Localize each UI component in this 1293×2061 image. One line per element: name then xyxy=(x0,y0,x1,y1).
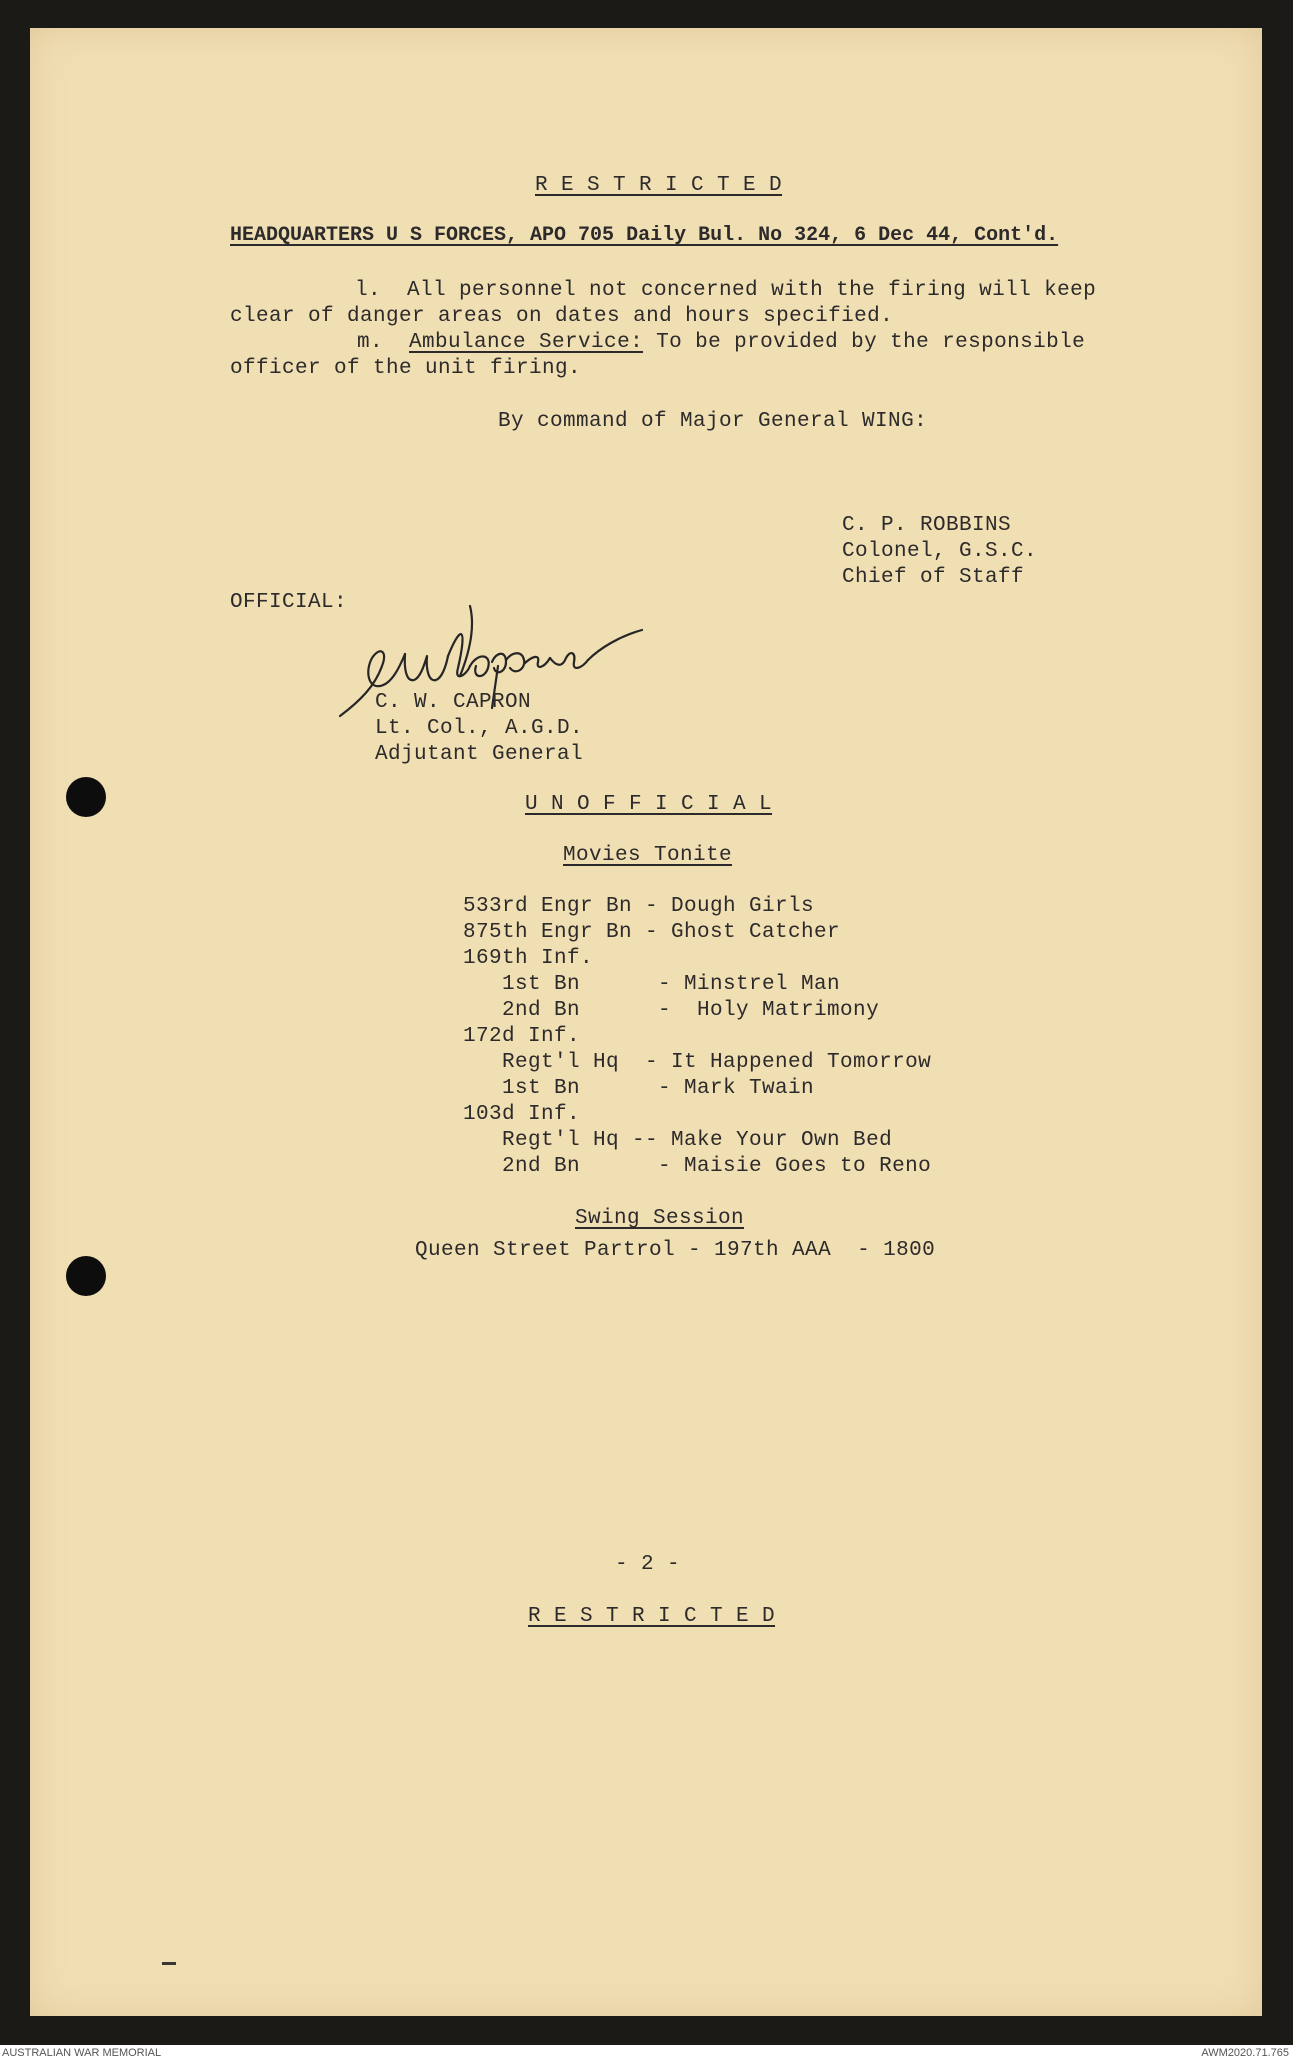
ink-mark xyxy=(162,1962,176,1965)
archive-right-label: AWM2020.71.765 xyxy=(1201,2047,1289,2059)
movie-listing: 2nd Bn - Holy Matrimony xyxy=(463,999,880,1022)
paragraph-m-line-1 xyxy=(357,332,1085,353)
document-page xyxy=(30,28,1262,2016)
unofficial-heading: U N O F F I C I A L xyxy=(525,793,773,816)
official-label: OFFICIAL: xyxy=(230,591,348,614)
official-rank: Lt. Col., A.G.D. xyxy=(375,717,584,740)
official-name: C. W. CAPRON xyxy=(375,691,532,714)
paragraph-m-prefix: m. xyxy=(357,331,384,354)
movie-listing: 533rd Engr Bn - Dough Girls xyxy=(463,895,815,918)
paragraph-l-line-2: clear of danger areas on dates and hours specified. xyxy=(230,305,894,328)
paragraph-m-line-2: officer of the unit firing. xyxy=(230,357,582,380)
swing-session-line: Queen Street Partrol - 197th AAA - 1800 xyxy=(415,1239,936,1262)
ambulance-service-title: Ambulance Service: xyxy=(409,331,644,354)
archive-left-label: AUSTRALIAN WAR MEMORIAL xyxy=(2,2047,162,2059)
movie-listing: Regt'l Hq -- Make Your Own Bed xyxy=(463,1129,893,1152)
command-line: By command of Major General WING: xyxy=(498,410,928,433)
punch-hole-upper xyxy=(66,777,106,817)
signer-title: Chief of Staff xyxy=(842,566,1025,589)
movies-heading: Movies Tonite xyxy=(563,844,733,867)
movie-listing: 1st Bn - Mark Twain xyxy=(463,1077,815,1100)
movie-listing: 1st Bn - Minstrel Man xyxy=(463,973,841,996)
document-heading: HEADQUARTERS U S FORCES, APO 705 Daily Bul. No 324, 6 Dec 44, Cont'd. xyxy=(230,224,1059,247)
paragraph-l-line-1: l. All personnel not concerned with the firing will keep xyxy=(355,279,1097,302)
page-number: - 2 - xyxy=(615,1553,681,1576)
signer-rank: Colonel, G.S.C. xyxy=(842,540,1038,563)
official-title: Adjutant General xyxy=(375,743,584,766)
movie-listing: Regt'l Hq - It Happened Tomorrow xyxy=(463,1051,932,1074)
punch-hole-lower xyxy=(66,1256,106,1296)
signer-name: C. P. ROBBINS xyxy=(842,514,1012,537)
movie-listing: 172d Inf. xyxy=(463,1025,581,1048)
swing-session-heading: Swing Session xyxy=(575,1207,745,1230)
movie-listing: 169th Inf. xyxy=(463,947,594,970)
restricted-footer: R E S T R I C T E D xyxy=(528,1605,776,1628)
archive-footer xyxy=(0,2045,1293,2061)
movie-listing: 2nd Bn - Maisie Goes to Reno xyxy=(463,1155,932,1178)
restricted-header: R E S T R I C T E D xyxy=(535,174,783,197)
paragraph-m-text: To be provided by the responsible xyxy=(643,331,1086,354)
movie-listing: 875th Engr Bn - Ghost Catcher xyxy=(463,921,841,944)
movie-listing: 103d Inf. xyxy=(463,1103,581,1126)
